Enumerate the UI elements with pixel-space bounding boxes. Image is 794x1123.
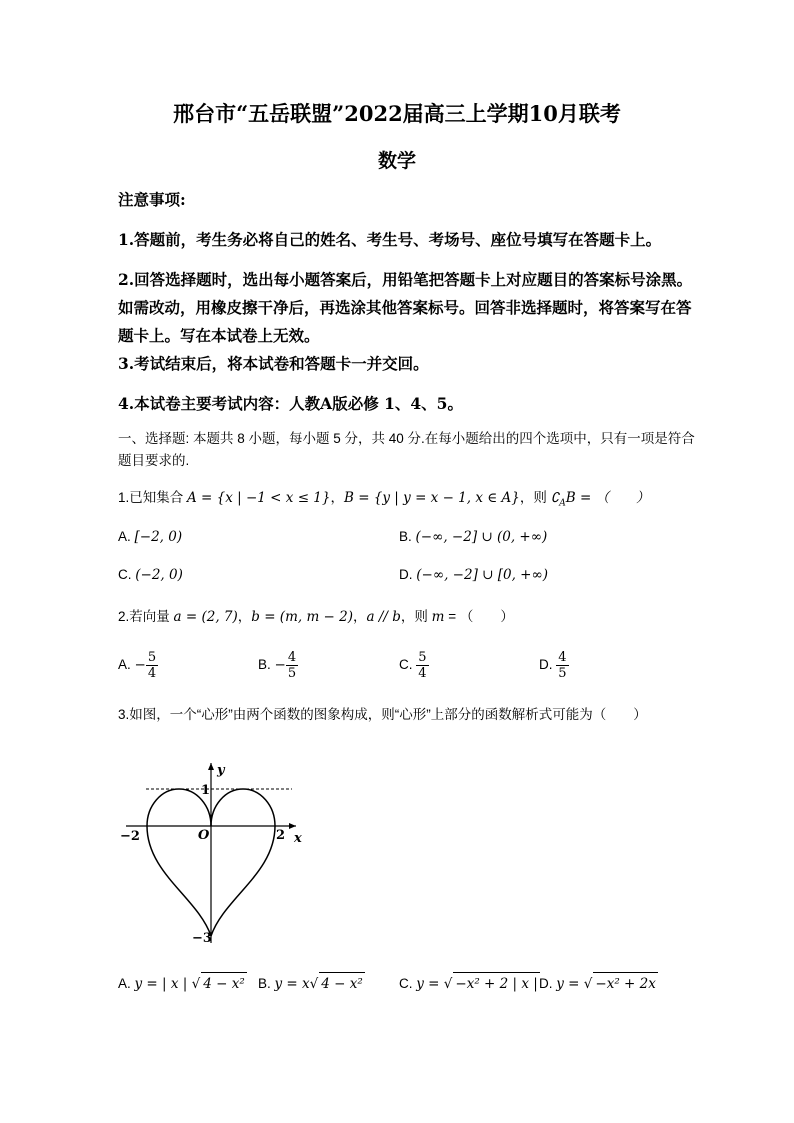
note-item-4: 4.本试卷主要考试内容：人教A版必修 1、4、5。 [118, 394, 463, 413]
sqrt-radicand: −x² + 2x [593, 972, 657, 995]
option-label: A. [118, 529, 135, 544]
option-label: B. [399, 529, 416, 544]
option-label: C. [399, 657, 417, 673]
heart-upper-right-arc [211, 789, 275, 826]
q1-complement-sub: A [559, 498, 566, 509]
option-label: A. [118, 976, 135, 991]
q2-vector-a: a = (2, 7) [173, 609, 238, 625]
option-fraction [556, 650, 568, 681]
q1-option-a[interactable] [118, 526, 182, 548]
q1-then: ，则 [519, 490, 551, 505]
fraction-numerator: 4 [558, 650, 567, 665]
q2-var: m [431, 609, 445, 625]
option-fraction [146, 650, 158, 681]
q2-parallel: a // b [366, 609, 401, 625]
x-axis-arrow [289, 823, 296, 829]
option-sign: − [274, 657, 286, 674]
option-label: D. [399, 567, 417, 582]
question-2-stem [118, 606, 698, 628]
tick-label-neg-three: −3 [192, 931, 212, 946]
sqrt-sign: √ [443, 976, 453, 992]
option-label: D. [539, 976, 557, 991]
option-value: [−2, 0) [134, 529, 183, 545]
x-axis-label: x [294, 831, 302, 846]
q2-then: ，则 [400, 609, 432, 624]
option-label: B. [258, 976, 275, 991]
option-sign: − [134, 657, 146, 674]
section-intro: 一、选择题: 本题共 8 小题，每小题 5 分，共 40 分.在每小题给出的四个选项中，只有一项是符合题目要求的. [118, 431, 695, 468]
fraction-denominator: 5 [558, 666, 567, 681]
origin-label: O [198, 828, 210, 843]
sqrt-sign: √ [583, 976, 593, 992]
q2-option-d[interactable] [539, 650, 569, 681]
q1-set-b: B = {y | y = x − 1, x ∈ A} [343, 490, 520, 506]
page-title: 邢台市“五岳联盟”2022届高三上学期10月联考 [173, 101, 621, 126]
q1-set-a: A = {x | −1 < x ≤ 1} [187, 490, 331, 506]
fraction-numerator: 5 [147, 650, 157, 665]
option-label: C. [399, 976, 417, 991]
option-label: A. [118, 657, 135, 673]
q1-complement: ∁ [550, 490, 560, 506]
q2-option-a[interactable] [118, 650, 158, 681]
option-fraction [416, 650, 428, 681]
q3-option-b[interactable] [258, 972, 365, 995]
sqrt-sign: √ [191, 976, 201, 992]
q2-option-b[interactable] [258, 650, 298, 681]
fraction-numerator: 4 [287, 650, 297, 665]
notes-heading: 注意事项: [118, 190, 186, 209]
option-value: (−∞, −2] ∪ (0, +∞) [415, 529, 548, 545]
option-label: B. [258, 657, 275, 673]
y-axis-arrow [208, 763, 214, 770]
option-label: D. [539, 657, 557, 673]
q2-sep2: ， [353, 609, 367, 624]
q2-lead: 2.若向量 [118, 609, 174, 624]
sqrt-radicand: −x² + 2 | x | [453, 972, 539, 995]
question-1-stem [118, 487, 698, 515]
note-item-1: 1.答题前，考生务必将自己的姓名、考生号、考场号、座位号填写在答题卡上。 [118, 230, 662, 249]
q1-sep: ， [330, 490, 344, 505]
subject-title: 数学 [377, 150, 416, 172]
fraction-denominator: 4 [418, 666, 427, 681]
q1-lead: 1.已知集合 [118, 490, 188, 505]
note-item-3: 3.考试结束后，将本试卷和答题卡一并交回。 [118, 354, 429, 373]
tick-label-one: 1 [201, 783, 211, 798]
q2-sep1: ， [237, 609, 252, 624]
sqrt-radicand: 4 − x² [319, 972, 365, 995]
option-prefix: y = x [274, 976, 310, 992]
q2-tail: = （ ） [444, 609, 514, 624]
q1-option-c[interactable] [118, 564, 183, 586]
q1-tail: B = （ ） [565, 490, 650, 506]
fraction-numerator: 5 [418, 650, 427, 665]
q3-option-d[interactable] [539, 972, 658, 995]
option-prefix: y = | x | [134, 976, 192, 992]
q2-option-c[interactable] [399, 650, 429, 681]
sqrt-radicand: 4 − x² [201, 972, 247, 995]
tick-label-two: 2 [276, 828, 286, 843]
y-axis-label: y [217, 763, 225, 778]
note-item-2: 2.回答选择题时，选出每小题答案后，用铅笔把答题卡上对应题目的答案标号涂黑。如需改动，用橡皮擦干净后，再选涂其他答案标号。回答非选择题时，将答案写在答题卡上。写在本试卷上无效。 [118, 270, 693, 345]
heart-lower-right-curve [211, 826, 275, 936]
sqrt-sign: √ [309, 976, 319, 992]
option-prefix: y = [556, 976, 584, 992]
option-value: (−2, 0) [135, 567, 183, 583]
q2-vector-b: b = (m, m − 2) [251, 609, 354, 625]
fraction-denominator: 4 [147, 666, 157, 681]
option-value: (−∞, −2] ∪ [0, +∞) [416, 567, 548, 583]
q1-option-d[interactable] [399, 564, 548, 586]
option-prefix: y = [416, 976, 444, 992]
q1-option-b[interactable] [399, 526, 547, 548]
q3-option-c[interactable] [399, 972, 540, 995]
option-label: C. [118, 567, 136, 582]
fraction-denominator: 5 [287, 666, 297, 681]
question-3-stem: 3.如图，一个“心形”由两个函数的图象构成，则“心形”上部分的函数解析式可能为（ ） [118, 707, 647, 722]
tick-label-neg-two: −2 [120, 829, 140, 844]
option-fraction [286, 650, 298, 681]
q3-option-a[interactable] [118, 972, 247, 995]
heart-figure [118, 758, 318, 953]
